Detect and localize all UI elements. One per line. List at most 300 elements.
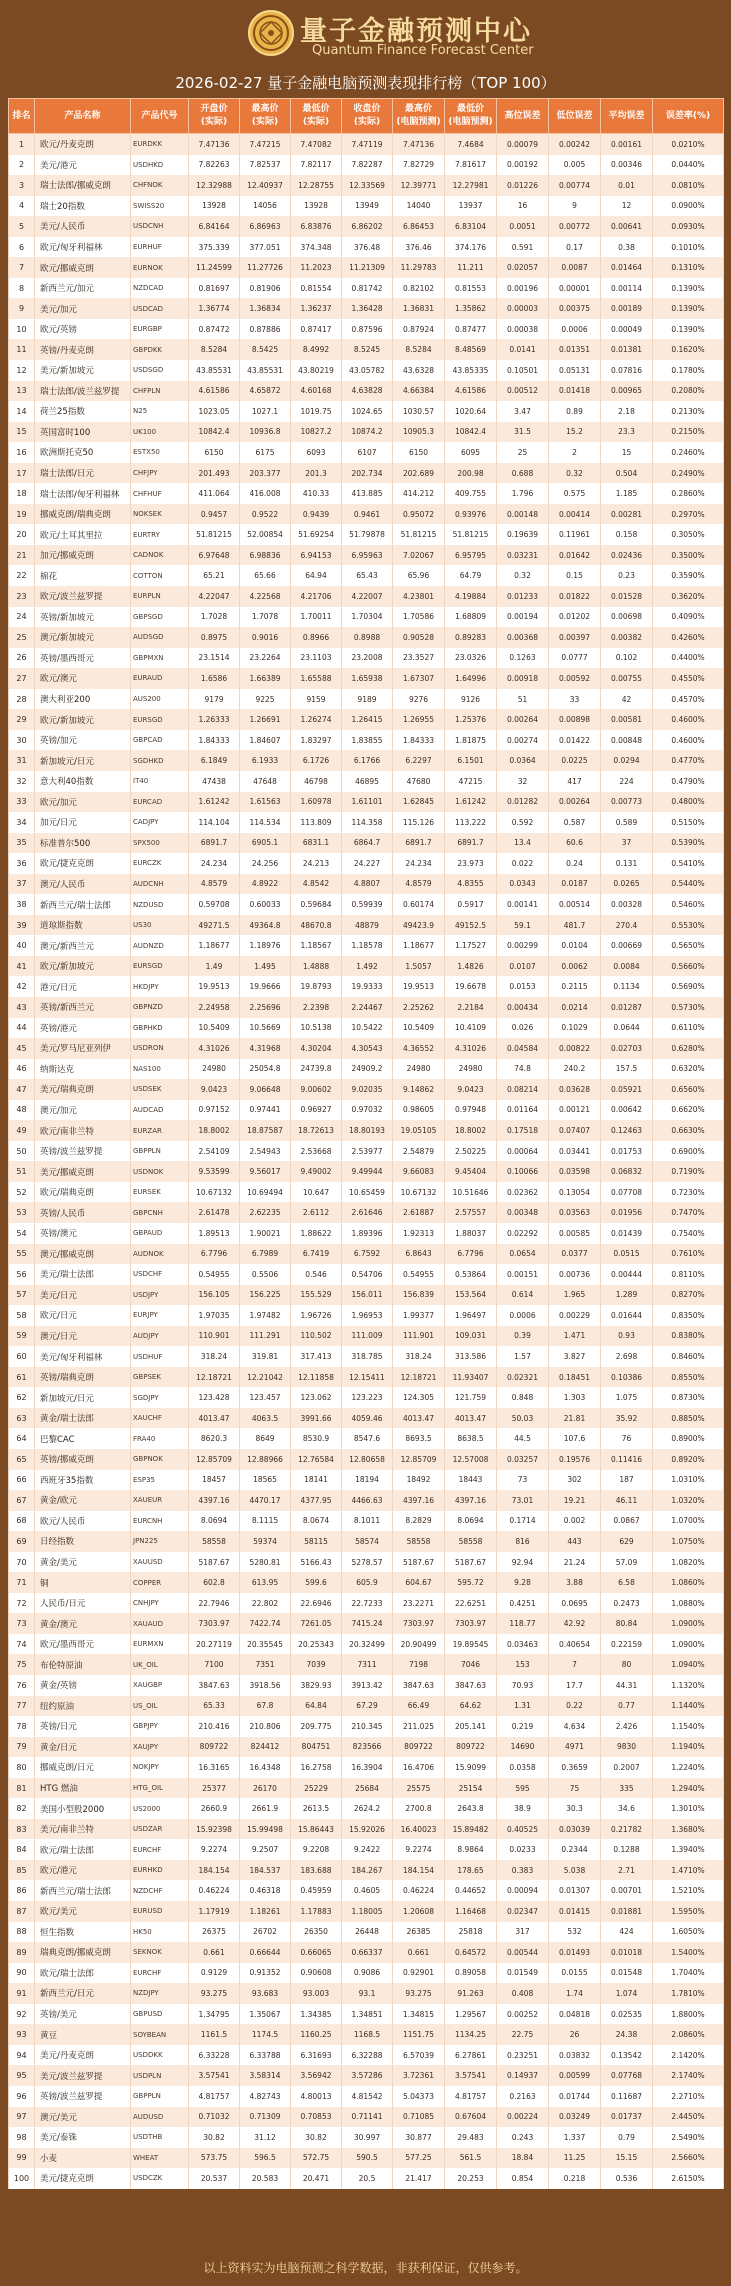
low-actual-cell: 201.3 — [291, 463, 342, 484]
table-row — [9, 524, 724, 545]
table-row — [9, 1059, 724, 1080]
product-name-cell: 标准普尔500 — [35, 833, 131, 854]
error-rate-cell: 0.3500% — [653, 545, 724, 566]
avg-error-cell: 35.92 — [601, 1408, 653, 1429]
close-actual-cell: 6.1766 — [342, 750, 393, 771]
avg-error-cell: 0.11416 — [601, 1449, 653, 1470]
rank-cell: 37 — [9, 874, 35, 895]
open-actual-cell: 6.1849 — [189, 750, 240, 771]
close-actual-cell: 184.267 — [342, 1860, 393, 1881]
rank-cell: 34 — [9, 812, 35, 833]
avg-error-cell: 0.01881 — [601, 1901, 653, 1922]
error-rate-cell: 0.5390% — [653, 833, 724, 854]
high-forecast-cell: 124.305 — [393, 1387, 445, 1408]
open-actual-cell: 12.18721 — [189, 1367, 240, 1388]
high-error-cell: 0.10066 — [497, 1161, 549, 1182]
product-code-cell: CHFHUF — [131, 483, 189, 504]
high-actual-cell: 22.802 — [240, 1593, 291, 1614]
low-forecast-cell: 64.62 — [445, 1696, 497, 1717]
avg-error-cell: 0.00669 — [601, 935, 653, 956]
column-header — [653, 99, 724, 134]
table-row — [9, 1696, 724, 1717]
close-actual-cell: 0.87596 — [342, 319, 393, 340]
error-rate-cell: 1.4710% — [653, 1860, 724, 1881]
product-name-cell: 美国小型股2000 — [35, 1798, 131, 1819]
product-name-cell: 美元/港元 — [35, 155, 131, 176]
low-forecast-cell: 313.586 — [445, 1346, 497, 1367]
low-forecast-cell: 0.5917 — [445, 894, 497, 915]
rank-cell: 29 — [9, 709, 35, 730]
rank-cell: 86 — [9, 1880, 35, 1901]
high-error-cell: 0.243 — [497, 2127, 549, 2148]
product-code-cell: XAUGBP — [131, 1675, 189, 1696]
close-actual-cell: 9.2422 — [342, 1839, 393, 1860]
low-actual-cell: 374.348 — [291, 237, 342, 258]
high-error-cell: 0.08214 — [497, 1079, 549, 1100]
high-error-cell: 0.4251 — [497, 1593, 549, 1614]
low-actual-cell: 64.84 — [291, 1696, 342, 1717]
close-actual-cell: 413.885 — [342, 483, 393, 504]
high-error-cell: 0.02362 — [497, 1182, 549, 1203]
close-actual-cell: 1.18578 — [342, 935, 393, 956]
high-forecast-cell: 9.66083 — [393, 1161, 445, 1182]
high-error-cell: 0.026 — [497, 1018, 549, 1039]
rank-cell: 4 — [9, 196, 35, 217]
avg-error-cell: 0.0084 — [601, 956, 653, 977]
close-actual-cell: 22.7233 — [342, 1593, 393, 1614]
open-actual-cell: 7303.97 — [189, 1613, 240, 1634]
high-actual-cell: 1.26691 — [240, 709, 291, 730]
high-actual-cell: 18565 — [240, 1470, 291, 1491]
product-code-cell: EURNOK — [131, 257, 189, 278]
error-rate-cell: 1.0900% — [653, 1634, 724, 1655]
low-error-cell: 9 — [549, 196, 601, 217]
table-row — [9, 1038, 724, 1059]
low-error-cell: 0.002 — [549, 1511, 601, 1532]
low-forecast-cell: 58558 — [445, 1531, 497, 1552]
low-error-cell: 0.00772 — [549, 216, 601, 237]
column-header — [291, 99, 342, 134]
high-actual-cell: 0.9016 — [240, 627, 291, 648]
error-rate-cell: 0.4570% — [653, 689, 724, 710]
high-forecast-cell: 0.71085 — [393, 2107, 445, 2128]
avg-error-cell: 0.00189 — [601, 298, 653, 319]
product-code-cell: EURSGD — [131, 709, 189, 730]
table-row — [9, 1716, 724, 1737]
high-forecast-cell: 47680 — [393, 771, 445, 792]
rank-cell: 98 — [9, 2127, 35, 2148]
avg-error-cell: 335 — [601, 1778, 653, 1799]
high-actual-cell: 0.46318 — [240, 1880, 291, 1901]
high-forecast-cell: 211.025 — [393, 1716, 445, 1737]
rank-cell: 65 — [9, 1449, 35, 1470]
error-rate-cell: 1.5210% — [653, 1880, 724, 1901]
avg-error-cell: 0.00346 — [601, 155, 653, 176]
error-rate-cell: 1.0310% — [653, 1470, 724, 1491]
open-actual-cell: 65.33 — [189, 1696, 240, 1717]
product-code-cell: EURAUD — [131, 668, 189, 689]
low-error-cell: 240.2 — [549, 1059, 601, 1080]
low-forecast-cell: 0.89058 — [445, 1963, 497, 1984]
low-error-cell: 0.01744 — [549, 2086, 601, 2107]
high-forecast-cell: 318.24 — [393, 1346, 445, 1367]
low-error-cell: 0.00898 — [549, 709, 601, 730]
close-actual-cell: 23.2008 — [342, 648, 393, 669]
high-actual-cell: 111.291 — [240, 1326, 291, 1347]
rank-cell: 63 — [9, 1408, 35, 1429]
low-error-cell: 0.00397 — [549, 627, 601, 648]
open-actual-cell: 7100 — [189, 1654, 240, 1675]
rank-cell: 32 — [9, 771, 35, 792]
low-forecast-cell: 3.57541 — [445, 2065, 497, 2086]
error-rate-cell: 0.4800% — [653, 792, 724, 813]
error-rate-cell: 1.2940% — [653, 1778, 724, 1799]
low-actual-cell: 24739.8 — [291, 1059, 342, 1080]
avg-error-cell: 0.01287 — [601, 997, 653, 1018]
high-actual-cell: 52.00854 — [240, 524, 291, 545]
low-actual-cell: 4377.95 — [291, 1490, 342, 1511]
rank-cell: 17 — [9, 463, 35, 484]
low-error-cell: 0.00121 — [549, 1100, 601, 1121]
column-header — [35, 99, 131, 134]
open-actual-cell: 4.22047 — [189, 586, 240, 607]
table-row — [9, 1880, 724, 1901]
table-body — [9, 134, 724, 2189]
high-actual-cell: 377.051 — [240, 237, 291, 258]
avg-error-cell: 224 — [601, 771, 653, 792]
close-actual-cell: 3.57286 — [342, 2065, 393, 2086]
low-forecast-cell: 7.4684 — [445, 134, 497, 155]
product-name-cell: 英镑/美元 — [35, 2004, 131, 2025]
open-actual-cell: 8.5284 — [189, 339, 240, 360]
high-actual-cell: 4.31968 — [240, 1038, 291, 1059]
column-header — [497, 99, 549, 134]
error-rate-cell: 0.1390% — [653, 319, 724, 340]
high-forecast-cell: 5187.67 — [393, 1552, 445, 1573]
open-actual-cell: 6150 — [189, 442, 240, 463]
low-error-cell: 75 — [549, 1778, 601, 1799]
avg-error-cell: 0.00701 — [601, 1880, 653, 1901]
low-forecast-cell: 15.9099 — [445, 1757, 497, 1778]
avg-error-cell: 9830 — [601, 1737, 653, 1758]
open-actual-cell: 0.54955 — [189, 1264, 240, 1285]
product-name-cell: 欧元/南非兰特 — [35, 1120, 131, 1141]
avg-error-cell: 44.31 — [601, 1675, 653, 1696]
close-actual-cell: 24909.2 — [342, 1059, 393, 1080]
high-actual-cell: 1.7078 — [240, 607, 291, 628]
low-actual-cell: 183.688 — [291, 1860, 342, 1881]
product-name-cell: 美元/加元 — [35, 298, 131, 319]
low-actual-cell: 4.30204 — [291, 1038, 342, 1059]
high-error-cell: 73 — [497, 1470, 549, 1491]
product-code-cell: XAUCHF — [131, 1408, 189, 1429]
high-error-cell: 51 — [497, 689, 549, 710]
high-forecast-cell: 0.54955 — [393, 1264, 445, 1285]
low-actual-cell: 1.60978 — [291, 792, 342, 813]
high-actual-cell: 6.1933 — [240, 750, 291, 771]
table-row — [9, 401, 724, 422]
low-error-cell: 0.03039 — [549, 1819, 601, 1840]
product-code-cell: EURHKD — [131, 1860, 189, 1881]
low-forecast-cell: 6095 — [445, 442, 497, 463]
error-rate-cell: 1.0940% — [653, 1654, 724, 1675]
product-code-cell: CHFJPY — [131, 463, 189, 484]
error-rate-cell: 0.8380% — [653, 1326, 724, 1347]
product-code-cell: USDNOK — [131, 1161, 189, 1182]
product-code-cell: ESTX50 — [131, 442, 189, 463]
error-rate-cell: 0.0900% — [653, 196, 724, 217]
high-forecast-cell: 8.5284 — [393, 339, 445, 360]
avg-error-cell: 0.00698 — [601, 607, 653, 628]
close-actual-cell: 19.9333 — [342, 976, 393, 997]
rank-cell: 59 — [9, 1326, 35, 1347]
table-row — [9, 1100, 724, 1121]
open-actual-cell: 123.428 — [189, 1387, 240, 1408]
low-actual-cell: 58115 — [291, 1531, 342, 1552]
open-actual-cell: 26375 — [189, 1922, 240, 1943]
column-header-sublabel: (实际) — [302, 117, 330, 127]
close-actual-cell: 30.997 — [342, 2127, 393, 2148]
product-code-cell: GBPMXN — [131, 648, 189, 669]
open-actual-cell: 0.59708 — [189, 894, 240, 915]
product-code-cell: USDCNH — [131, 216, 189, 237]
product-name-cell: 欧元/瑞士法郎 — [35, 1963, 131, 1984]
product-code-cell: CADNOK — [131, 545, 189, 566]
low-forecast-cell: 8.9864 — [445, 1839, 497, 1860]
high-forecast-cell: 19.05105 — [393, 1120, 445, 1141]
open-actual-cell: 18.8002 — [189, 1120, 240, 1141]
product-code-cell: AUS200 — [131, 689, 189, 710]
product-name-cell: 美元/捷克克朗 — [35, 2168, 131, 2189]
avg-error-cell: 0.1134 — [601, 976, 653, 997]
high-actual-cell: 0.71309 — [240, 2107, 291, 2128]
rank-cell: 6 — [9, 237, 35, 258]
high-forecast-cell: 2.54879 — [393, 1141, 445, 1162]
rank-cell: 26 — [9, 648, 35, 669]
high-error-cell: 0.408 — [497, 1983, 549, 2004]
low-error-cell: 0.13054 — [549, 1182, 601, 1203]
close-actual-cell: 7.47119 — [342, 134, 393, 155]
close-actual-cell: 202.734 — [342, 463, 393, 484]
high-actual-cell: 5280.81 — [240, 1552, 291, 1573]
open-actual-cell: 6.97648 — [189, 545, 240, 566]
product-code-cell: SWISS20 — [131, 196, 189, 217]
avg-error-cell: 42 — [601, 689, 653, 710]
close-actual-cell: 9.02035 — [342, 1079, 393, 1100]
high-actual-cell: 1.36834 — [240, 298, 291, 319]
high-actual-cell: 7351 — [240, 1654, 291, 1675]
avg-error-cell: 0.589 — [601, 812, 653, 833]
high-error-cell: 0.0358 — [497, 1757, 549, 1778]
table-row — [9, 463, 724, 484]
close-actual-cell: 2624.2 — [342, 1798, 393, 1819]
error-rate-cell: 0.3620% — [653, 586, 724, 607]
column-header-label: 开盘价 — [200, 104, 228, 114]
high-actual-cell: 1.35067 — [240, 2004, 291, 2025]
high-actual-cell: 1.61563 — [240, 792, 291, 813]
low-forecast-cell: 6.1501 — [445, 750, 497, 771]
rank-cell: 39 — [9, 915, 35, 936]
product-name-cell: 英镑/港元 — [35, 1018, 131, 1039]
high-forecast-cell: 111.901 — [393, 1326, 445, 1347]
error-rate-cell: 0.4790% — [653, 771, 724, 792]
product-code-cell: WHEAT — [131, 2148, 189, 2169]
close-actual-cell: 318.785 — [342, 1346, 393, 1367]
product-code-cell: IT40 — [131, 771, 189, 792]
avg-error-cell: 0.23 — [601, 565, 653, 586]
rank-cell: 23 — [9, 586, 35, 607]
low-actual-cell: 20.471 — [291, 2168, 342, 2189]
low-error-cell: 26 — [549, 2024, 601, 2045]
rank-cell: 2 — [9, 155, 35, 176]
high-error-cell: 0.0654 — [497, 1244, 549, 1265]
low-forecast-cell: 809722 — [445, 1737, 497, 1758]
high-actual-cell: 613.95 — [240, 1572, 291, 1593]
high-actual-cell: 25054.8 — [240, 1059, 291, 1080]
column-header-label: 平均误差 — [608, 110, 645, 121]
open-actual-cell: 22.7946 — [189, 1593, 240, 1614]
low-forecast-cell: 0.81553 — [445, 278, 497, 299]
high-forecast-cell: 93.275 — [393, 1983, 445, 2004]
high-actual-cell: 12.88966 — [240, 1449, 291, 1470]
high-actual-cell: 6.98836 — [240, 545, 291, 566]
open-actual-cell: 602.8 — [189, 1572, 240, 1593]
column-header-sublabel: (电脑预测) — [448, 117, 493, 127]
high-forecast-cell: 1151.75 — [393, 2024, 445, 2045]
low-actual-cell: 1.96726 — [291, 1305, 342, 1326]
high-forecast-cell: 4.23801 — [393, 586, 445, 607]
error-rate-cell: 1.3940% — [653, 1839, 724, 1860]
low-actual-cell: 51.69254 — [291, 524, 342, 545]
error-rate-cell: 0.5650% — [653, 935, 724, 956]
table-row — [9, 2127, 724, 2148]
open-actual-cell: 0.87472 — [189, 319, 240, 340]
high-actual-cell: 210.806 — [240, 1716, 291, 1737]
low-actual-cell: 0.70853 — [291, 2107, 342, 2128]
product-name-cell: 瑞士法郎/波兰兹罗提 — [35, 381, 131, 402]
table-row — [9, 833, 724, 854]
close-actual-cell: 376.48 — [342, 237, 393, 258]
close-actual-cell: 10.5422 — [342, 1018, 393, 1039]
close-actual-cell: 605.9 — [342, 1572, 393, 1593]
high-error-cell: 92.94 — [497, 1552, 549, 1573]
low-error-cell: 0.03598 — [549, 1161, 601, 1182]
table-row — [9, 1428, 724, 1449]
avg-error-cell: 0.07816 — [601, 360, 653, 381]
high-actual-cell: 20.583 — [240, 2168, 291, 2189]
high-forecast-cell: 12.39771 — [393, 175, 445, 196]
table-row — [9, 1182, 724, 1203]
high-forecast-cell: 4013.47 — [393, 1408, 445, 1429]
low-error-cell: 0.01422 — [549, 730, 601, 751]
error-rate-cell: 0.8900% — [653, 1428, 724, 1449]
high-forecast-cell: 0.98605 — [393, 1100, 445, 1121]
low-error-cell: 0.07407 — [549, 1120, 601, 1141]
high-actual-cell: 0.5506 — [240, 1264, 291, 1285]
open-actual-cell: 0.97152 — [189, 1100, 240, 1121]
product-name-cell: 欧元/丹麦克朗 — [35, 134, 131, 155]
low-forecast-cell: 11.211 — [445, 257, 497, 278]
high-actual-cell: 123.457 — [240, 1387, 291, 1408]
error-rate-cell: 0.5460% — [653, 894, 724, 915]
high-error-cell: 0.00348 — [497, 1202, 549, 1223]
table-row — [9, 2148, 724, 2169]
low-forecast-cell: 1134.25 — [445, 2024, 497, 2045]
rank-cell: 73 — [9, 1613, 35, 1634]
product-name-cell: 西班牙35指数 — [35, 1470, 131, 1491]
high-actual-cell: 67.8 — [240, 1696, 291, 1717]
high-actual-cell: 10936.8 — [240, 422, 291, 443]
avg-error-cell: 37 — [601, 833, 653, 854]
close-actual-cell: 2.24467 — [342, 997, 393, 1018]
product-name-cell: 澳元/日元 — [35, 1326, 131, 1347]
low-forecast-cell: 1.4826 — [445, 956, 497, 977]
close-actual-cell: 590.5 — [342, 2148, 393, 2169]
low-forecast-cell: 19.6678 — [445, 976, 497, 997]
low-forecast-cell: 6891.7 — [445, 833, 497, 854]
table-row — [9, 730, 724, 751]
product-name-cell: 黄金/美元 — [35, 1552, 131, 1573]
low-error-cell: 0.01351 — [549, 339, 601, 360]
rank-cell: 79 — [9, 1737, 35, 1758]
low-forecast-cell: 29.483 — [445, 2127, 497, 2148]
table-row — [9, 853, 724, 874]
avg-error-cell: 0.102 — [601, 648, 653, 669]
product-code-cell: GBPJPY — [131, 1716, 189, 1737]
close-actual-cell: 65.43 — [342, 565, 393, 586]
error-rate-cell: 0.3050% — [653, 524, 724, 545]
open-actual-cell: 110.901 — [189, 1326, 240, 1347]
high-error-cell: 0.0364 — [497, 750, 549, 771]
open-actual-cell: 12.32988 — [189, 175, 240, 196]
high-forecast-cell: 604.67 — [393, 1572, 445, 1593]
high-actual-cell: 7.82537 — [240, 155, 291, 176]
high-actual-cell: 0.9522 — [240, 504, 291, 525]
table-row — [9, 1079, 724, 1100]
avg-error-cell: 0.2007 — [601, 1757, 653, 1778]
low-forecast-cell: 0.44652 — [445, 1880, 497, 1901]
error-rate-cell: 0.6630% — [653, 1120, 724, 1141]
high-forecast-cell: 5.04373 — [393, 2086, 445, 2107]
product-name-cell: 欧元/墨西哥元 — [35, 1634, 131, 1655]
product-name-cell: 黄金/瑞士法郎 — [35, 1408, 131, 1429]
low-forecast-cell: 1.25376 — [445, 709, 497, 730]
product-name-cell: 欧元/日元 — [35, 1305, 131, 1326]
high-actual-cell: 1.495 — [240, 956, 291, 977]
high-actual-cell: 2.62235 — [240, 1202, 291, 1223]
low-error-cell: 0.2115 — [549, 976, 601, 997]
open-actual-cell: 6.84164 — [189, 216, 240, 237]
product-code-cell: SGDJPY — [131, 1387, 189, 1408]
column-header-label: 高位误差 — [504, 110, 541, 121]
rank-cell: 12 — [9, 360, 35, 381]
low-forecast-cell: 0.93976 — [445, 504, 497, 525]
high-error-cell: 0.848 — [497, 1387, 549, 1408]
open-actual-cell: 6891.7 — [189, 833, 240, 854]
product-code-cell: HTG_OIL — [131, 1778, 189, 1799]
low-error-cell: 0.03628 — [549, 1079, 601, 1100]
close-actual-cell: 48879 — [342, 915, 393, 936]
high-error-cell: 317 — [497, 1922, 549, 1943]
low-error-cell: 0.22 — [549, 1696, 601, 1717]
product-name-cell: 欧元/澳元 — [35, 668, 131, 689]
low-forecast-cell: 1.29567 — [445, 2004, 497, 2025]
low-error-cell: 0.03441 — [549, 1141, 601, 1162]
high-actual-cell: 1.84607 — [240, 730, 291, 751]
low-error-cell: 0.19576 — [549, 1449, 601, 1470]
low-actual-cell: 8.0674 — [291, 1511, 342, 1532]
high-error-cell: 0.00196 — [497, 278, 549, 299]
